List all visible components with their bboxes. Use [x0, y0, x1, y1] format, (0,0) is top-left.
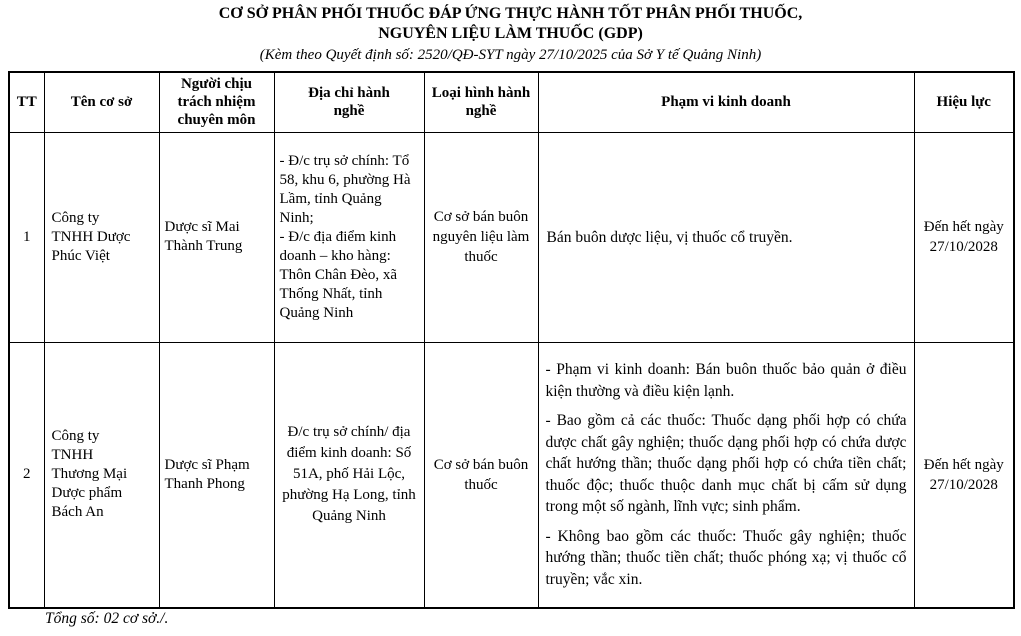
row1-address-hq: - Đ/c trụ sở chính: Tổ 58, khu 6, phường Hà Lầm, tỉnh Quảng Ninh;: [279, 152, 411, 226]
row2-business-scope: [538, 342, 914, 608]
table-row: [9, 342, 1014, 608]
column-header-validity: Hiệu lực: [914, 72, 1014, 132]
total-count: Tổng số: 02 cơ sở./.: [45, 610, 169, 627]
row2-scope-main: - Phạm vi kinh doanh: Bán buôn thuốc bảo quản ở điều kiện thường và điều kiện lạnh.: [545, 361, 907, 400]
document-title-line2: NGUYÊN LIỆU LÀM THUỐC (GDP): [378, 24, 643, 42]
table-row: [9, 132, 1014, 342]
row1-practice-type: Cơ sở bán buôn nguyên liệu làm thuốc: [424, 132, 538, 342]
document-subtitle: (Kèm theo Quyết định số: 2520/QĐ-SYT ngày 27/10/2025 của Sở Y tế Quảng Ninh): [259, 47, 762, 63]
row1-validity: Đến hết ngày 27/10/2028: [914, 132, 1014, 342]
row1-responsible-person: Dược sĩ Mai Thành Trung: [159, 132, 274, 342]
document-title-line1: CƠ SỞ PHÂN PHỐI THUỐC ĐÁP ỨNG THỰC HÀNH TỐT PHÂN PHỐI THUỐC,: [218, 5, 803, 22]
row2-scope-excluded: - Không bao gồm các thuốc: Thuốc gây nghiện; thuốc hướng thần; thuốc tiền chất; thuốc phóng xạ; vị thuốc cổ truyền; vắc xin.: [545, 527, 907, 588]
row1-facility-name: Công ty TNHH Dược Phúc Việt: [44, 132, 159, 342]
row2-facility-name: Công ty TNHH Thương Mại Dược phẩm Bách An: [44, 342, 159, 608]
column-header-responsible-person: Người chịu trách nhiệm chuyên môn: [159, 72, 274, 132]
column-header-facility-name: Tên cơ sở: [44, 72, 159, 132]
row2-index: 2: [9, 342, 44, 608]
row1-index: 1: [9, 132, 44, 342]
column-header-practice-address: Địa chỉ hành nghề: [274, 72, 424, 132]
row2-responsible-person: Dược sĩ Phạm Thanh Phong: [159, 342, 274, 608]
row2-practice-type: Cơ sở bán buôn thuốc: [424, 342, 538, 608]
row1-practice-address: [274, 132, 424, 342]
column-header-practice-type: Loại hình hành nghề: [424, 72, 538, 132]
row1-address-warehouse: - Đ/c địa điểm kinh doanh – kho hàng: Thôn Chân Đèo, xã Thống Nhất, tỉnh Quảng Ninh: [279, 228, 397, 321]
row2-validity: Đến hết ngày 27/10/2028: [914, 342, 1014, 608]
facilities-table: [8, 71, 1015, 609]
table-header-row: [9, 72, 1014, 132]
document-title: [0, 0, 1021, 43]
row2-scope-included: - Bao gồm cả các thuốc: Thuốc dạng phối hợp có chứa dược chất gây nghiện; thuốc dạng phối hợp có chứa dược chất hướng thần; thuốc dạng phối hợp có chứa tiền chất; thuốc độc; thuốc thuộc danh mục chất bị cấm sử dụng trong một số ngành, lĩnh vực; sinh phẩm.: [545, 412, 907, 516]
column-header-business-scope: Phạm vi kinh doanh: [538, 72, 914, 132]
row1-business-scope: Bán buôn dược liệu, vị thuốc cổ truyền.: [538, 132, 914, 342]
row2-practice-address: Đ/c trụ sở chính/ địa điểm kinh doanh: Số 51A, phố Hải Lộc, phường Hạ Long, tỉnh Quảng Ninh: [274, 342, 424, 608]
column-header-tt: TT: [9, 72, 44, 132]
